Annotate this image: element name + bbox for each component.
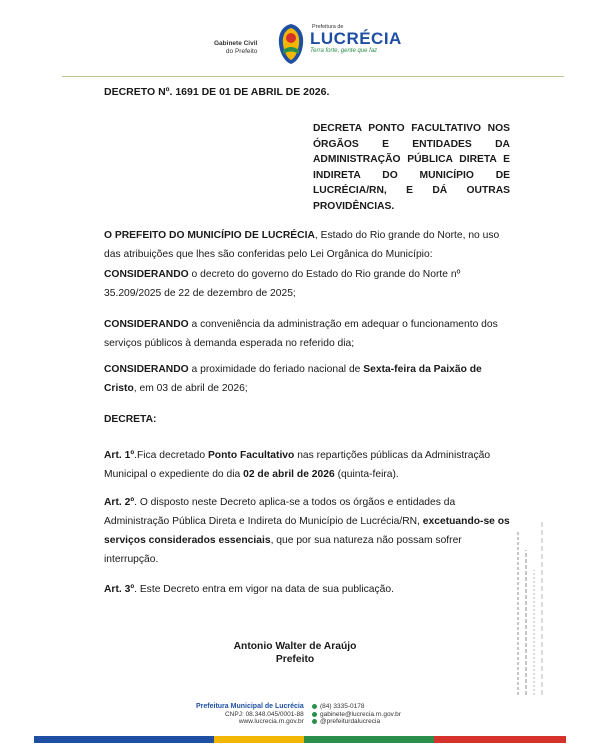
article-1-date: 02 de abril de 2026	[243, 469, 335, 480]
holiday-name: Sexta-feira da Paixão de Cristo	[104, 364, 482, 394]
header-divider	[62, 76, 564, 77]
article-3	[104, 580, 516, 599]
article-1-bold-1: Ponto Facultativo	[207, 450, 295, 461]
signer-name: Antonio Walter de Araújo	[233, 641, 357, 652]
brand-small: Prefeitura de	[312, 24, 344, 30]
brand-name: LUCRÉCIA	[310, 29, 402, 48]
article-1	[104, 446, 516, 484]
considerando-1-label: CONSIDERANDO	[104, 269, 189, 280]
article-1-text-3: (quinta-feira).	[334, 469, 399, 480]
article-2-text-1: . O disposto neste Decreto aplica-se a todos os órgãos e entidades da Administração Pública Direta e Indireta do Município de Lucrécia/RN,	[104, 497, 456, 527]
preamble-bold: O PREFEITO DO MUNICÍPIO DE LUCRÉCIA	[104, 230, 315, 241]
footer-color-bar-red	[434, 736, 566, 743]
email-icon	[312, 712, 317, 717]
footer-social: @prefeiturdalucrecia	[320, 718, 381, 725]
decreta-heading: DECRETA:	[104, 414, 157, 425]
article-3-label: Art. 3º	[104, 584, 135, 595]
footer-site: www.lucrecia.rn.gov.br	[238, 718, 304, 725]
municipal-seal-icon	[274, 22, 308, 66]
preamble-text: , Estado do Rio grande do Norte, no uso das atribuições que lhes são conferidas pelo Lei Orgânica do Município:	[104, 230, 500, 260]
footer-org-block	[196, 703, 304, 726]
article-1-text-1: .Fica decretado	[134, 450, 208, 461]
considerando-1-text: o decreto do governo do Estado do Rio grande do Norte nº 35.209/2025 de 22 de dezembro de 2025;	[104, 269, 461, 299]
considerando-1	[104, 265, 516, 303]
article-2-bold: excetuando-se os serviços considerados essenciais	[104, 516, 510, 546]
letterhead	[0, 18, 600, 70]
article-1-label: Art. 1º	[104, 450, 135, 461]
article-1-text-2: nas repartições públicas da Administração Municipal o expediente do dia	[104, 450, 491, 480]
digital-signature-stamp	[506, 500, 550, 700]
footer-color-bar-blue	[34, 736, 214, 743]
article-3-text: . Este Decreto entra em vigor na data de sua publicação.	[134, 584, 394, 595]
footer-contact-block	[312, 703, 401, 726]
gabinete-label	[214, 40, 257, 56]
instagram-icon	[312, 719, 317, 724]
footer-email: gabinete@lucrecia.rn.gov.br	[320, 710, 401, 718]
footer-cnpj: CNPJ: 08.348.045/0001-88	[224, 710, 304, 718]
considerando-2	[104, 315, 516, 353]
preamble-paragraph	[104, 226, 516, 264]
article-2-text-2: , que por sua natureza não possam sofrer interrupção.	[104, 535, 462, 565]
footer-color-bar-yellow	[214, 736, 304, 743]
brand-block	[310, 24, 402, 54]
decree-title: DECRETO Nº. 1691 DE 01 DE ABRIL DE 2026.	[104, 86, 330, 98]
signer-role: Prefeito	[275, 654, 315, 665]
considerando-3	[104, 360, 516, 398]
considerando-3-label: CONSIDERANDO	[104, 364, 189, 375]
considerando-3-text: a proximidade do feriado nacional de	[188, 364, 364, 375]
decree-ementa: DECRETA PONTO FACULTATIVO NOS ÓRGÃOS E ENTIDADES DA ADMINISTRAÇÃO PÚBLICA DIRETA E INDIRETA DO MUNICÍPIO DE LUCRÉCIA/RN, E DÁ OUTRAS PROVIDÊNCIAS.	[313, 123, 510, 212]
considerando-3-end: , em 03 de abril de 2026;	[133, 383, 248, 394]
footer-phone: (84) 3335-0178	[320, 703, 365, 710]
phone-icon	[312, 704, 317, 709]
gabinete-line2: do Prefeito	[225, 48, 258, 55]
signature-block	[180, 640, 410, 666]
considerando-2-label: CONSIDERANDO	[104, 319, 189, 330]
footer-color-bar-green	[304, 736, 434, 743]
brand-slogan: Terra forte, gente que faz	[310, 48, 378, 54]
article-2-label: Art. 2º	[104, 497, 135, 508]
footer-org: Prefeitura Municipal de Lucrécia	[196, 703, 304, 710]
gabinete-line1: Gabinete Civil	[214, 40, 258, 47]
considerando-2-text: a conveniência da administração em adequar o funcionamento dos serviços públicos à demanda esperada no referido dia;	[104, 319, 498, 349]
article-2	[104, 493, 516, 569]
